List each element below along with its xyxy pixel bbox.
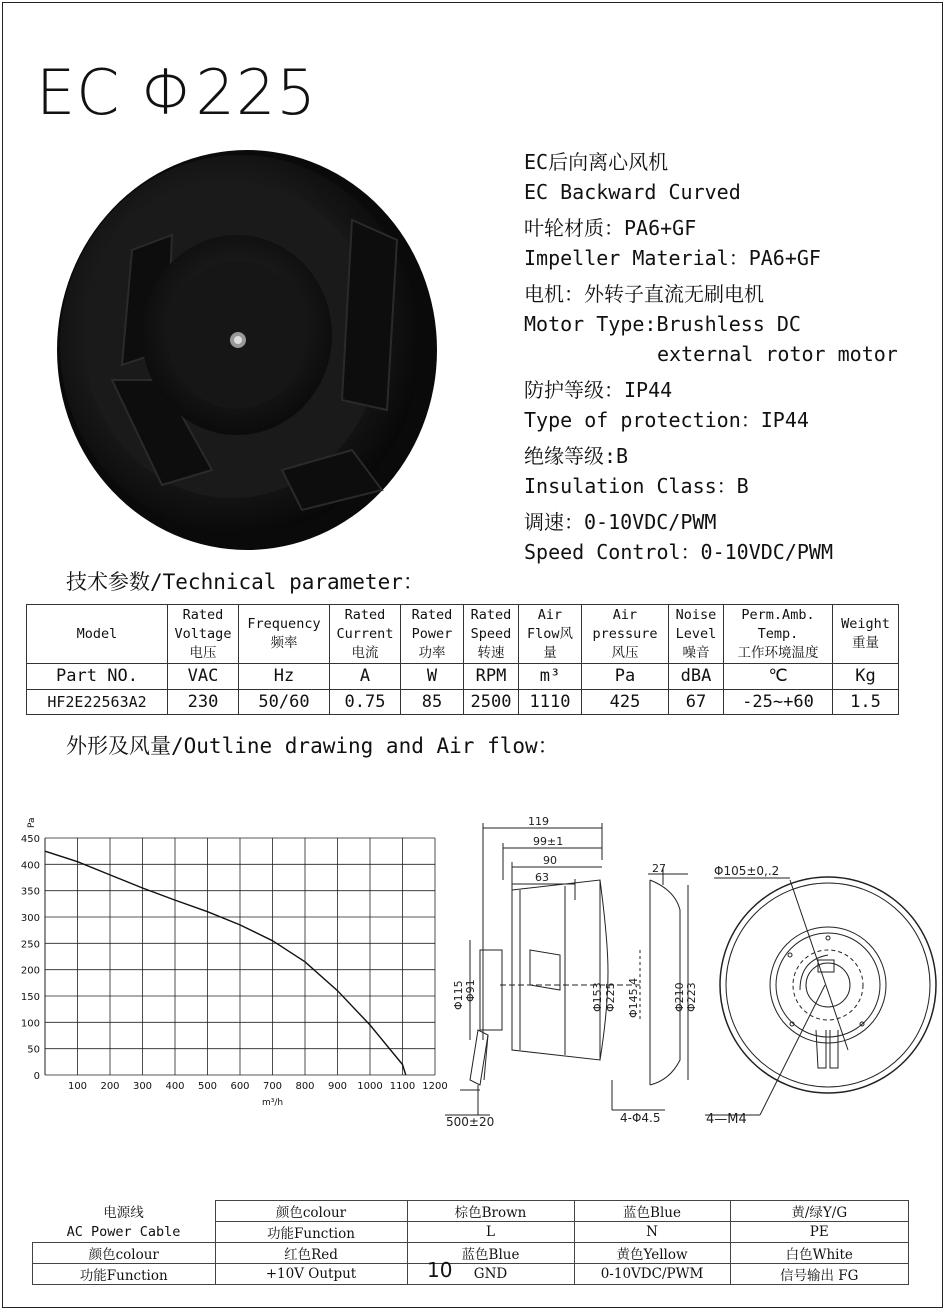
cable-row4-label: 功能Function bbox=[33, 1264, 216, 1285]
outline-section-title: 外形及风量/Outline drawing and Air flow： bbox=[66, 734, 559, 758]
th-model: Model bbox=[27, 605, 168, 664]
dim-99: 99±1 bbox=[533, 835, 564, 848]
page-number: 10 bbox=[427, 1258, 453, 1282]
unit-cell: Part NO. bbox=[27, 664, 168, 690]
dim-d115: Φ115 bbox=[452, 980, 465, 1010]
x-tick-label: 100 bbox=[67, 1081, 88, 1092]
value-cell: 425 bbox=[582, 690, 669, 715]
unit-cell: dBA bbox=[669, 664, 724, 690]
value-cell: 1110 bbox=[519, 690, 582, 715]
spec-type-zh: EC后向离心风机 bbox=[524, 150, 669, 174]
cable-cell: +10V Output bbox=[215, 1264, 407, 1285]
x-tick-label: 400 bbox=[165, 1081, 185, 1092]
spec-list bbox=[524, 147, 898, 567]
y-tick-label: 200 bbox=[20, 965, 40, 977]
spec-speed-en: Speed Control：0-10VDC/PWM bbox=[524, 540, 833, 564]
fan-image bbox=[52, 150, 452, 550]
x-tick-label: 900 bbox=[327, 1081, 348, 1092]
spec-impeller-en: Impeller Material：PA6+GF bbox=[524, 246, 821, 270]
x-tick-label: 700 bbox=[262, 1081, 283, 1092]
th-current: Rated Current 电流 bbox=[330, 605, 401, 664]
th-power: Rated Power 功率 bbox=[401, 605, 464, 664]
value-cell: -25~+60 bbox=[724, 690, 833, 715]
cable-cell: 黄/绿Y/G bbox=[730, 1201, 909, 1222]
value-cell: 50/60 bbox=[239, 690, 330, 715]
th-frequency: Frequency 频率 bbox=[239, 605, 330, 664]
cable-title-zh: 电源线 bbox=[103, 1205, 144, 1221]
y-tick-label: 0 bbox=[33, 1071, 40, 1082]
spec-motor-en: Motor Type:Brushless DC bbox=[524, 312, 801, 336]
y-tick-label: 350 bbox=[20, 886, 40, 898]
cable-length-label: 500±20 bbox=[446, 1115, 495, 1129]
x-tick-label: 1200 bbox=[422, 1081, 448, 1092]
tech-unit-row bbox=[27, 664, 899, 690]
dim-90: 90 bbox=[543, 854, 557, 867]
y-axis-label: Pa bbox=[27, 817, 37, 828]
dim-d225: Φ225 bbox=[604, 982, 617, 1012]
cable-cell: 颜色colour bbox=[215, 1201, 407, 1222]
spec-motor-zh: 电机：外转子直流无刷电机 bbox=[524, 282, 764, 306]
cable-cell: 白色White bbox=[730, 1243, 909, 1264]
dim-d223: Φ223 bbox=[685, 982, 698, 1012]
thread-label: 4—M4 bbox=[706, 1112, 747, 1127]
spec-motor-en2: external rotor motor bbox=[657, 342, 898, 366]
y-tick-label: 400 bbox=[20, 860, 40, 872]
cable-cell: 黄色Yellow bbox=[574, 1243, 730, 1264]
cable-cell: 蓝色Blue bbox=[407, 1243, 574, 1264]
airflow-chart bbox=[0, 790, 460, 1120]
side-view-drawing bbox=[440, 810, 700, 1140]
th-voltage: Rated Voltage 电压 bbox=[168, 605, 239, 664]
cable-table bbox=[32, 1200, 909, 1285]
value-cell: 0.75 bbox=[330, 690, 401, 715]
x-tick-label: 1000 bbox=[357, 1081, 383, 1092]
value-cell: 1.5 bbox=[833, 690, 899, 715]
cable-cell: 红色Red bbox=[215, 1243, 407, 1264]
cable-cell: N bbox=[574, 1222, 730, 1243]
dim-d91: Φ91 bbox=[464, 979, 477, 1002]
unit-cell: VAC bbox=[168, 664, 239, 690]
value-cell: 230 bbox=[168, 690, 239, 715]
x-tick-label: 500 bbox=[197, 1081, 218, 1092]
x-tick-label: 1100 bbox=[389, 1081, 416, 1092]
cable-cell: L bbox=[407, 1222, 574, 1243]
y-tick-label: 50 bbox=[27, 1044, 40, 1056]
th-weight: Weight 重量 bbox=[833, 605, 899, 664]
y-tick-label: 100 bbox=[20, 1018, 40, 1030]
spec-type-en: EC Backward Curved bbox=[524, 180, 741, 204]
y-tick-label: 250 bbox=[20, 939, 40, 951]
dim-27: 27 bbox=[652, 862, 666, 875]
value-cell: 67 bbox=[669, 690, 724, 715]
value-cell: 2500 bbox=[464, 690, 519, 715]
cable-title-en: AC Power Cable bbox=[66, 1223, 181, 1240]
value-cell: HF2E22563A2 bbox=[27, 690, 168, 715]
dim-d153: Φ153 bbox=[591, 982, 604, 1012]
spec-protection-zh: 防护等级：IP44 bbox=[524, 378, 673, 402]
unit-cell: Kg bbox=[833, 664, 899, 690]
cable-cell: GND bbox=[407, 1264, 574, 1285]
spec-insulation-zh: 绝缘等级:B bbox=[524, 444, 629, 468]
cable-cell: 0-10VDC/PWM bbox=[574, 1264, 730, 1285]
dim-63: 63 bbox=[535, 871, 549, 884]
spec-speed-zh: 调速：0-10VDC/PWM bbox=[524, 510, 717, 534]
th-airflow: Air Flow风 量 bbox=[519, 605, 582, 664]
spec-protection-en: Type of protection：IP44 bbox=[524, 408, 809, 432]
y-tick-label: 450 bbox=[20, 834, 40, 845]
tech-table bbox=[26, 604, 899, 715]
cable-row3-label: 颜色colour bbox=[33, 1243, 216, 1264]
cable-cell: 蓝色Blue bbox=[574, 1201, 730, 1222]
th-temp: Perm.Amb. Temp. 工作环境温度 bbox=[724, 605, 833, 664]
unit-cell: Pa bbox=[582, 664, 669, 690]
x-tick-label: 300 bbox=[132, 1081, 153, 1092]
unit-cell: W bbox=[401, 664, 464, 690]
airflow-curve bbox=[45, 851, 406, 1075]
unit-cell: A bbox=[330, 664, 401, 690]
th-speed: Rated Speed 转速 bbox=[464, 605, 519, 664]
tech-section-title: 技术参数/Technical parameter： bbox=[66, 570, 424, 594]
spec-insulation-en: Insulation Class：B bbox=[524, 474, 749, 498]
y-tick-label: 150 bbox=[20, 992, 40, 1003]
front-dia-label: Φ105±0,.2 bbox=[714, 864, 780, 878]
unit-cell: Hz bbox=[239, 664, 330, 690]
tech-header-row bbox=[27, 605, 899, 664]
dim-119: 119 bbox=[528, 815, 549, 828]
tech-value-row bbox=[27, 690, 899, 715]
x-axis-label: m³/h bbox=[261, 1098, 284, 1108]
product-title: EC Φ225 bbox=[36, 56, 317, 129]
unit-cell: ℃ bbox=[724, 664, 833, 690]
unit-cell: m³ bbox=[519, 664, 582, 690]
cable-cell: PE bbox=[730, 1222, 909, 1243]
unit-cell: RPM bbox=[464, 664, 519, 690]
x-tick-label: 800 bbox=[295, 1081, 315, 1092]
dim-d210: Φ210 bbox=[673, 982, 686, 1012]
th-noise: Noise Level 噪音 bbox=[669, 605, 724, 664]
value-cell: 85 bbox=[401, 690, 464, 715]
x-tick-label: 600 bbox=[230, 1081, 250, 1092]
holes-label: 4-Φ4.5 bbox=[620, 1111, 661, 1125]
cable-cell: 功能Function bbox=[215, 1222, 407, 1243]
cable-cell: 信号输出 FG bbox=[730, 1264, 909, 1285]
cable-cell: 棕色Brown bbox=[407, 1201, 574, 1222]
front-view-drawing bbox=[700, 860, 940, 1130]
th-pressure: Air pressure 风压 bbox=[582, 605, 669, 664]
y-tick-label: 300 bbox=[20, 913, 40, 924]
spec-impeller-zh: 叶轮材质：PA6+GF bbox=[524, 216, 697, 240]
x-tick-label: 200 bbox=[100, 1081, 120, 1092]
dim-d145: Φ145.4 bbox=[627, 977, 640, 1018]
